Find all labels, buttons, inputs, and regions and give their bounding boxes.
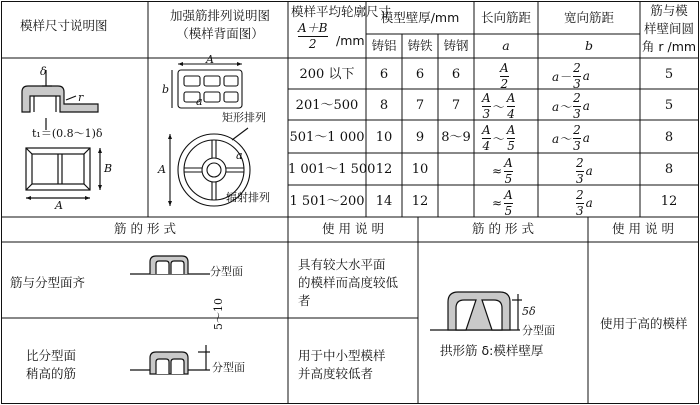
row4-al: 12 [375, 162, 393, 177]
header-avg-unit: /mm [336, 33, 365, 48]
header-rib-layout-note: （模样背面图） [176, 26, 264, 41]
row1-al: 6 [379, 67, 389, 82]
label-radial-layout: 辐射排列 [226, 191, 270, 204]
row1-wide: a－ $\frac{2}{3}$ a [552, 61, 590, 91]
label-delta: δ [40, 65, 47, 78]
rib1-desc-line3: 者 [298, 293, 311, 308]
row2-al: 8 [379, 98, 389, 113]
rib2-parting-label: 分型面 [212, 361, 245, 374]
rib2-desc-line1: 用于中小型模样 [298, 348, 386, 363]
rib3-parting-label: 分型面 [522, 324, 555, 337]
label-radial-A: A [158, 163, 166, 176]
row1-fe: 6 [415, 67, 425, 82]
row3-size: 501～1 000 [289, 130, 365, 145]
row2-wide: a～ $\frac{2}{3}$ a [552, 91, 590, 121]
bottom-desc-header-left: 使 用 说 明 [322, 221, 384, 236]
row4-r: 8 [664, 162, 674, 177]
header-fillet-line3: 角 r /mm [641, 39, 697, 54]
header-cast-aluminum: 铸铝 [371, 38, 397, 53]
row5-long: ≈ $\frac{A}{5}$ [492, 188, 513, 218]
rib2-dimension: 5～10 [212, 298, 225, 330]
rib1-parting-label: 分型面 [210, 265, 243, 278]
row5-al: 14 [375, 194, 393, 209]
header-avg-formula: A＋B 2 [298, 21, 328, 51]
rib3-name: 拱形筋 δ:模样壁厚 [440, 343, 544, 358]
header-wide-spacing: 宽向筋距 [563, 10, 614, 25]
row2-size: 201～500 [295, 98, 359, 113]
row3-r: 8 [664, 130, 674, 145]
bottom-desc-header-right: 使 用 说 明 [612, 221, 674, 236]
rib2-name-line1: 比分型面 [26, 348, 77, 363]
header-fillet-line2: 样壁间圆 [643, 21, 694, 36]
header-fillet-line1: 筋与模 [650, 3, 688, 18]
row1-r: 5 [664, 67, 674, 82]
header-wall-thickness: 模型壁厚/mm [380, 10, 460, 25]
header-long-symbol: a [502, 38, 510, 53]
rib2-name-line2: 稍高的筋 [26, 366, 77, 381]
header-cast-steel: 铸钢 [443, 38, 469, 53]
row5-fe: 12 [411, 194, 429, 209]
label-rect-b: b [162, 83, 170, 96]
label-t1-formula: t₁＝(0.8～1)δ [32, 127, 103, 140]
row3-wide: a～ $\frac{2}{3}$ a [552, 123, 590, 153]
rib1-name: 筋与分型面齐 [10, 275, 86, 290]
rib1-desc-line2: 的模样而高度较低 [298, 275, 399, 290]
label-rect-a: a [196, 95, 203, 108]
row4-wide: $\frac{2}{3}$ a [576, 156, 593, 186]
label-A: A [55, 199, 63, 212]
bottom-form-header-right: 筋 的 形 式 [472, 221, 534, 236]
row5-wide: $\frac{2}{3}$ a [576, 188, 593, 218]
header-rib-layout-diagram: 加强筋排列说明图 [169, 8, 270, 23]
row3-long: $\frac{A}{4}$ ～ $\frac{A}{5}$ [482, 123, 516, 153]
label-B: B [104, 162, 113, 175]
row2-steel: 7 [451, 98, 461, 113]
rib3-dimension: 5δ [522, 305, 536, 318]
header-wide-symbol: b [584, 38, 593, 53]
header-avg-size: 模样平均轮廓尺寸 [291, 4, 392, 19]
label-rect-A: A [206, 53, 214, 66]
rib3-desc: 使用于高的模样 [600, 316, 688, 331]
rib1-desc-line1: 具有较大水平面 [298, 257, 386, 272]
row1-long: A 2 [500, 61, 509, 91]
row1-steel: 6 [451, 67, 461, 82]
rib2-desc-line2: 并高度较低者 [298, 366, 374, 381]
row1-size: 200 以下 [299, 67, 355, 82]
row5-size: 1 501～200 [289, 194, 365, 209]
row3-al: 10 [375, 130, 393, 145]
row2-fe: 7 [415, 98, 425, 113]
row5-r: 12 [660, 194, 678, 209]
row2-r: 5 [664, 98, 674, 113]
row4-long: ≈ $\frac{A}{5}$ [492, 156, 513, 186]
row4-fe: 10 [411, 162, 429, 177]
row3-steel: 8～9 [441, 130, 471, 145]
row2-long: $\frac{A}{3}$ ～ $\frac{A}{4}$ [482, 91, 516, 121]
header-long-spacing: 长向筋距 [480, 10, 531, 25]
header-cast-iron: 铸铁 [407, 38, 433, 53]
row4-size: 1 001～1 500 [288, 162, 376, 177]
header-size-diagram: 模样尺寸说明图 [20, 18, 108, 33]
bottom-form-header-left: 筋 的 形 式 [114, 221, 176, 236]
row3-fe: 9 [415, 130, 425, 145]
label-rect-layout: 矩形排列 [222, 111, 266, 124]
label-radial-a: a [236, 149, 243, 162]
label-fillet-r: r [78, 91, 84, 104]
